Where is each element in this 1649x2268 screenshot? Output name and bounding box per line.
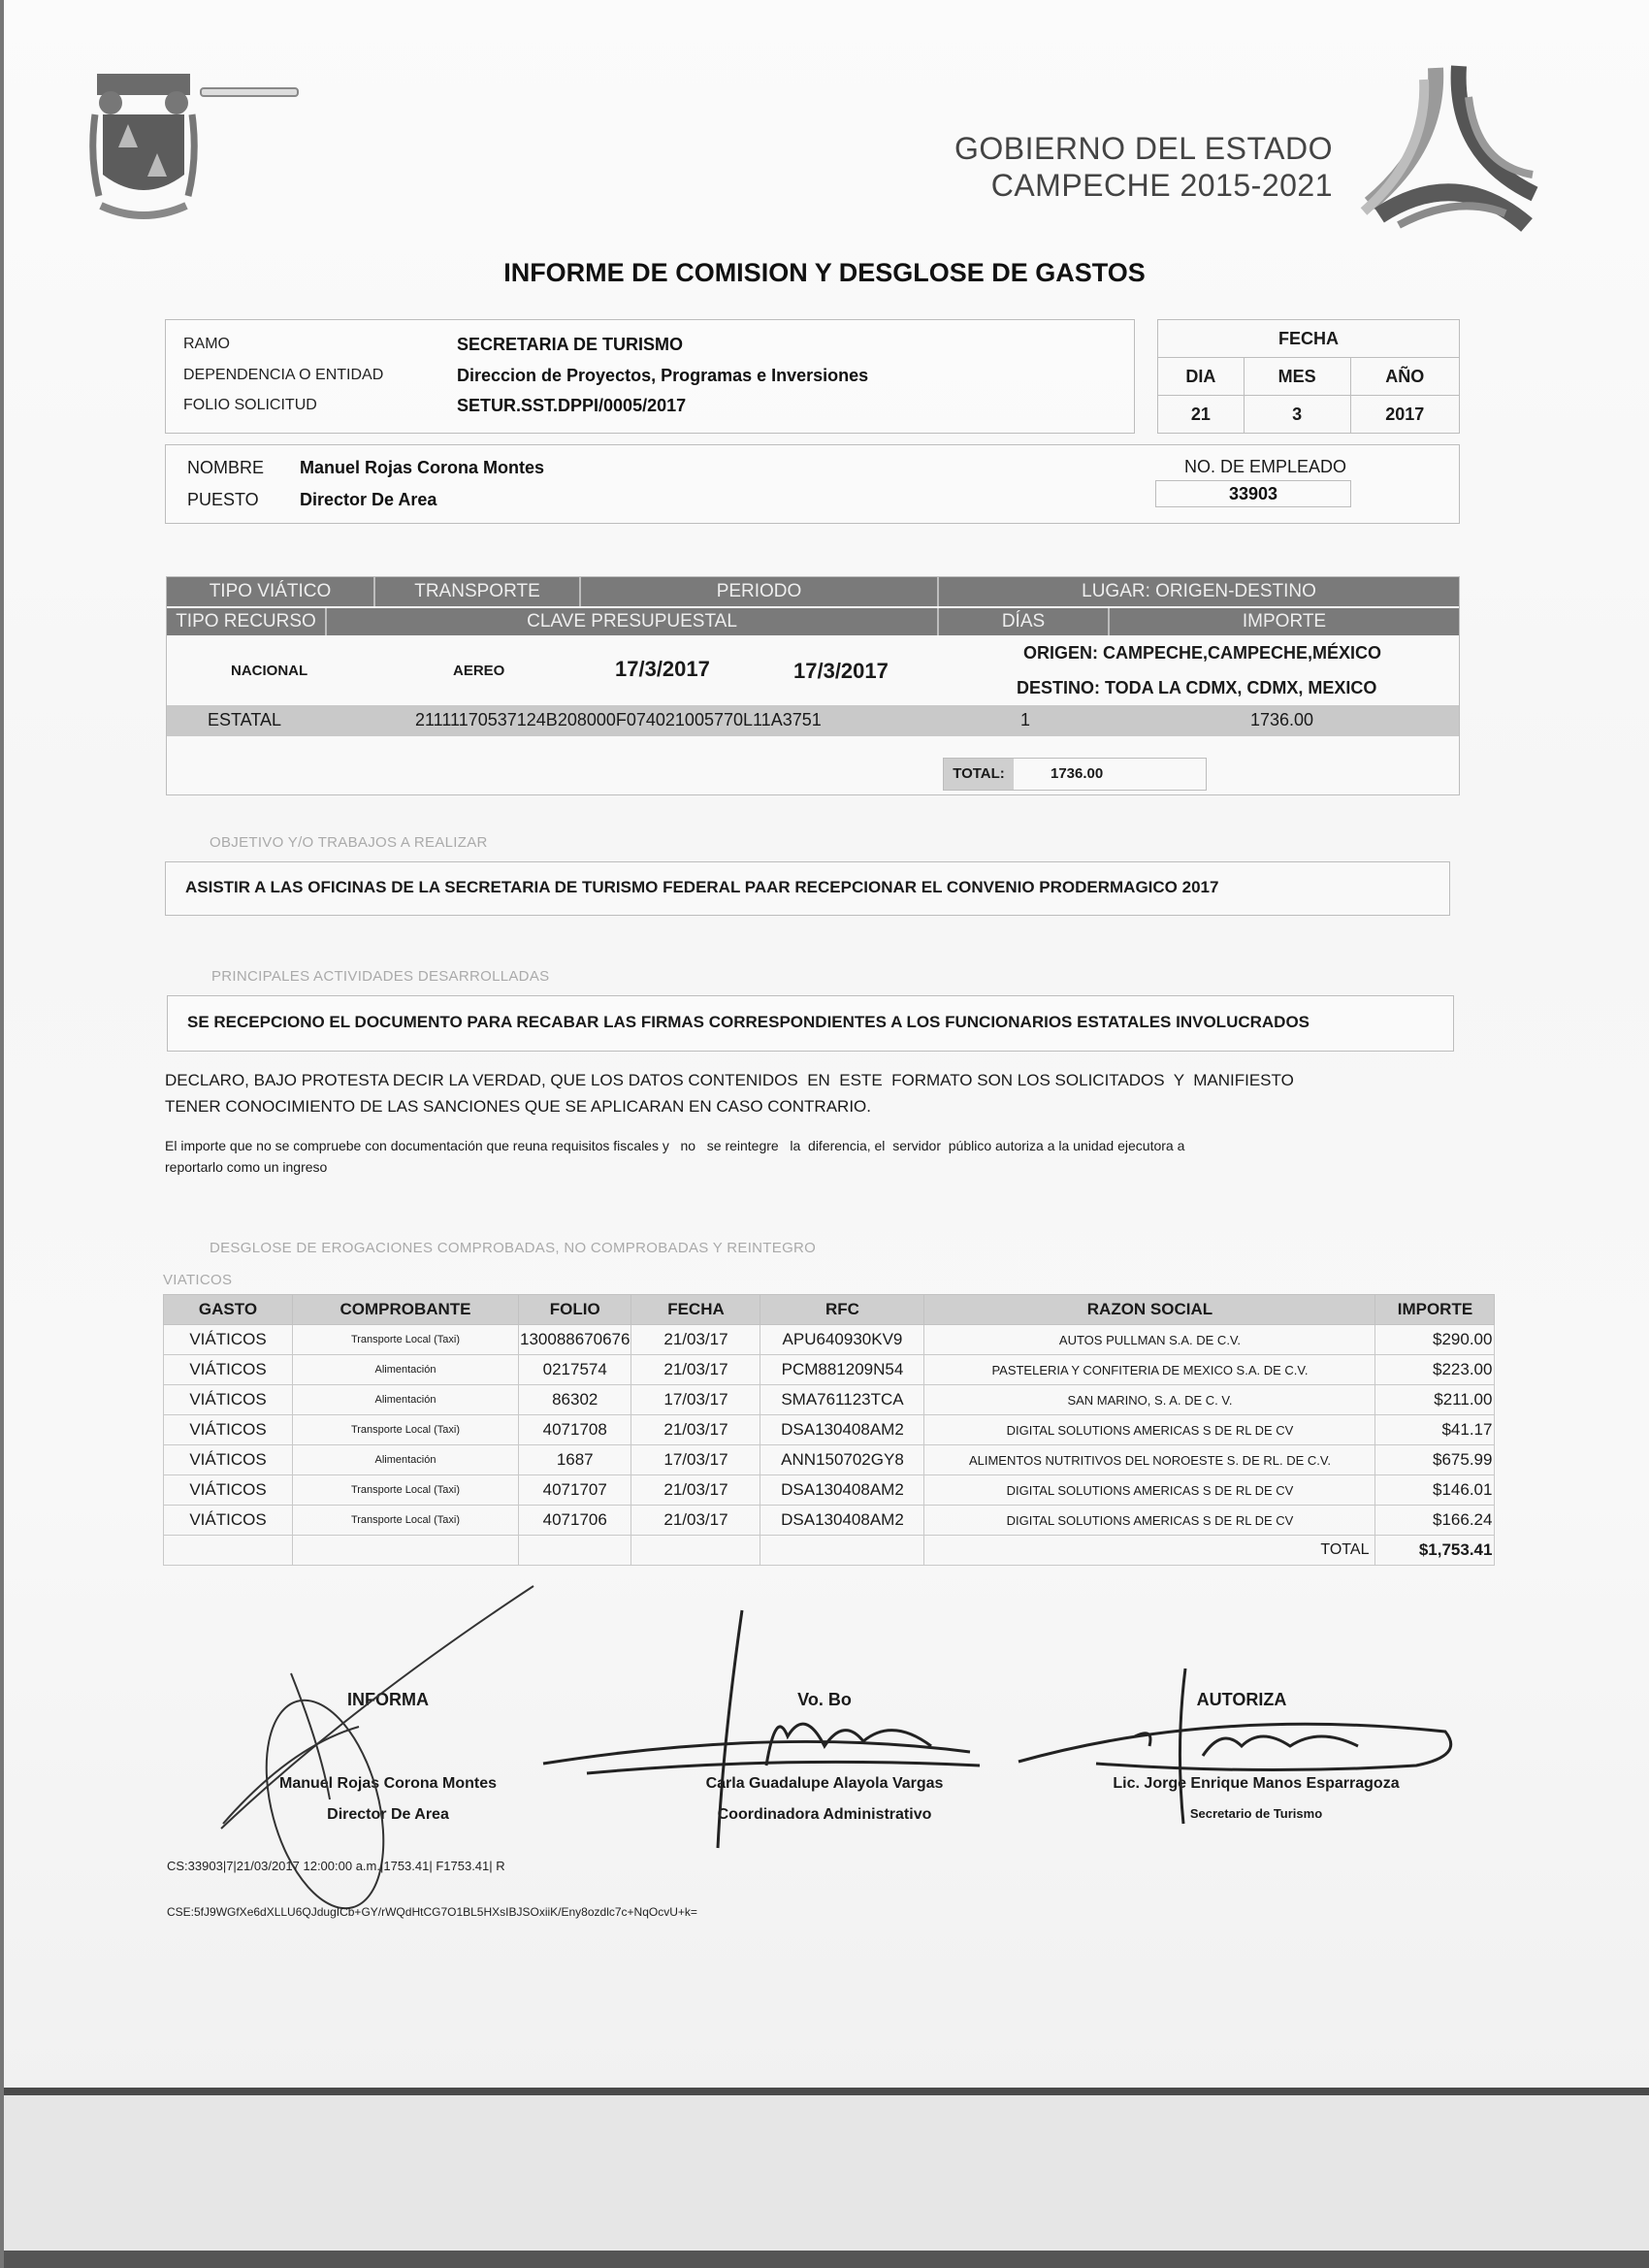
total-label: TOTAL: [944, 759, 1014, 790]
gasto: VIÁTICOS [164, 1325, 293, 1355]
fecha: 17/03/17 [631, 1385, 760, 1415]
expenses-table [163, 1294, 1495, 1566]
razon-social: PASTELERIA Y CONFITERIA DE MEXICO S.A. DE C.V. [924, 1355, 1375, 1385]
col-importe: IMPORTE [1375, 1295, 1495, 1325]
mes-value: 3 [1244, 396, 1350, 434]
importe: $211.00 [1375, 1385, 1495, 1415]
folio: 130088670676 [519, 1325, 631, 1355]
table-row [164, 1475, 1495, 1506]
gasto: VIÁTICOS [164, 1506, 293, 1536]
periodo-inicio: 17/3/2017 [615, 657, 710, 681]
comprobante: Transporte Local (Taxi) [293, 1325, 519, 1355]
gasto: VIÁTICOS [164, 1415, 293, 1445]
fecha: 21/03/17 [631, 1415, 760, 1445]
clave-presupuestal-value: 21111170537124B208000F074021005770L11A3751 [415, 710, 822, 729]
col-comprobante: COMPROBANTE [293, 1295, 519, 1325]
folio-value: SETUR.SST.DPPI/0005/2017 [457, 396, 687, 415]
folio: 1687 [519, 1445, 631, 1475]
th-periodo: PERIODO [581, 577, 939, 606]
ramo-label: RAMO [183, 336, 230, 352]
rfc: ANN150702GY8 [760, 1445, 924, 1475]
objetivo-label: OBJETIVO Y/O TRABAJOS A REALIZAR [210, 834, 488, 851]
importe: $166.24 [1375, 1506, 1495, 1536]
fecha: 21/03/17 [631, 1475, 760, 1506]
total-label: TOTAL [924, 1536, 1375, 1566]
declaracion-line-2: TENER CONOCIMIENTO DE LAS SANCIONES QUE SE APLICARAN EN CASO CONTRARIO. [165, 1097, 871, 1116]
total-value: 1736.00 [1051, 765, 1104, 782]
document-title: INFORME DE COMISION Y DESGLOSE DE GASTOS [503, 258, 1146, 287]
ramo-value: SECRETARIA DE TURISMO [457, 335, 684, 354]
fecha: 21/03/17 [631, 1355, 760, 1385]
rfc: DSA130408AM2 [760, 1506, 924, 1536]
table-row [164, 1355, 1495, 1385]
puesto-label: PUESTO [187, 490, 259, 509]
scanner-bottom-edge [0, 2251, 1649, 2268]
th-dias: DÍAS [939, 608, 1110, 635]
col-folio: FOLIO [519, 1295, 631, 1325]
scanner-left-edge [0, 0, 4, 2268]
th-transporte: TRANSPORTE [375, 577, 581, 606]
th-tipo-recurso: TIPO RECURSO [167, 608, 327, 635]
fecha: 21/03/17 [631, 1325, 760, 1355]
viatico-header-row-2 [167, 608, 1459, 635]
razon-social: DIGITAL SOLUTIONS AMERICAS S DE RL DE CV [924, 1475, 1375, 1506]
informa-name: Manuel Rojas Corona Montes [278, 1775, 498, 1792]
table-row [164, 1385, 1495, 1415]
coat-of-arms-icon [89, 60, 198, 225]
table-row [164, 1506, 1495, 1536]
col-fecha: FECHA [631, 1295, 760, 1325]
mes-label: MES [1244, 358, 1350, 396]
rfc: APU640930KV9 [760, 1325, 924, 1355]
dependencia-label: DEPENDENCIA O ENTIDAD [183, 367, 384, 383]
destino-value: DESTINO: TODA LA CDMX, CDMX, MEXICO [1017, 678, 1377, 697]
viatico-table [166, 576, 1460, 795]
informa-role: INFORMA [347, 1690, 429, 1709]
no-empleado-label: NO. DE EMPLEADO [1184, 457, 1347, 476]
razon-social: DIGITAL SOLUTIONS AMERICAS S DE RL DE CV [924, 1506, 1375, 1536]
declaracion [165, 1067, 1294, 1119]
comprobante: Transporte Local (Taxi) [293, 1415, 519, 1445]
total-box [943, 758, 1207, 791]
nota-line-2: reportarlo como un ingreso [165, 1159, 328, 1175]
table-row [164, 1445, 1495, 1475]
vobo-title: Coordinadora Administrativo [717, 1806, 932, 1823]
gasto: VIÁTICOS [164, 1445, 293, 1475]
dia-value: 21 [1158, 396, 1245, 434]
anio-label: AÑO [1350, 358, 1459, 396]
th-tipo-viatico: TIPO VIÁTICO [167, 577, 375, 606]
fecha: 21/03/17 [631, 1506, 760, 1536]
gov-line-1: GOBIERNO DEL ESTADO [954, 131, 1333, 166]
cse-code: CSE:5fJ9WGfXe6dXLLU6QJdugICb+GY/rWQdHtCG7O1BL5HXsIBJSOxiiK/Eny8ozdlc7c+NqOcvU+k= [167, 1905, 697, 1919]
total-value: $1,753.41 [1375, 1536, 1495, 1566]
dias-value: 1 [1020, 710, 1031, 729]
col-razon-social: RAZON SOCIAL [924, 1295, 1375, 1325]
col-rfc: RFC [760, 1295, 924, 1325]
autoriza-name: Lic. Jorge Enrique Manos Esparragoza [1113, 1775, 1400, 1792]
total-row [164, 1536, 1495, 1566]
viaticos-sublabel: VIATICOS [163, 1272, 233, 1288]
tipo-recurso-value: ESTATAL [208, 710, 282, 729]
fecha: 17/03/17 [631, 1445, 760, 1475]
actividades-text: SE RECEPCIONO EL DOCUMENTO PARA RECABAR LAS FIRMAS CORRESPONDIENTES A LOS FUNCIONARIOS ESTATALES INVOLUCRADOS [187, 1013, 1310, 1031]
anio-value: 2017 [1350, 396, 1459, 434]
objetivo-text: ASISTIR A LAS OFICINAS DE LA SECRETARIA DE TURISMO FEDERAL PAAR RECEPCIONAR EL CONVENIO PRODERMAGICO 2017 [185, 878, 1219, 896]
actividades-label: PRINCIPALES ACTIVIDADES DESARROLLADAS [211, 968, 550, 985]
viatico-header-row-1 [167, 577, 1459, 606]
table-row [164, 1325, 1495, 1355]
rfc: DSA130408AM2 [760, 1475, 924, 1506]
nota-line-1: El importe que no se compruebe con documentación que reuna requisitos fiscales y no se reintegre la diferencia, el servidor público autoriza a la unidad ejecutora a [165, 1138, 1185, 1153]
fecha-title: FECHA [1158, 320, 1460, 358]
origen-value: ORIGEN: CAMPECHE,CAMPECHE,MÉXICO [1023, 643, 1382, 663]
importe: $675.99 [1375, 1445, 1495, 1475]
informa-title: Director De Area [327, 1806, 449, 1823]
table-row [164, 1415, 1495, 1445]
cs-code: CS:33903|7|21/03/2017 12:00:00 a.m.|1753.41| F1753.41| R [167, 1859, 505, 1873]
th-clave: CLAVE PRESUPUESTAL [327, 608, 939, 635]
gasto: VIÁTICOS [164, 1385, 293, 1415]
desglose-label: DESGLOSE DE EROGACIONES COMPROBADAS, NO COMPROBADAS Y REINTEGRO [210, 1240, 817, 1256]
razon-social: DIGITAL SOLUTIONS AMERICAS S DE RL DE CV [924, 1415, 1375, 1445]
transporte-value: AEREO [453, 663, 505, 679]
comprobante: Transporte Local (Taxi) [293, 1475, 519, 1506]
folio: 4071708 [519, 1415, 631, 1445]
rfc: PCM881209N54 [760, 1355, 924, 1385]
page-edge [0, 2088, 1649, 2095]
comprobante: Alimentación [293, 1355, 519, 1385]
nombre-value: Manuel Rojas Corona Montes [300, 458, 545, 477]
vobo-role: Vo. Bo [797, 1690, 852, 1709]
gasto: VIÁTICOS [164, 1475, 293, 1506]
dependencia-value: Direccion de Proyectos, Programas e Inversiones [457, 366, 869, 385]
government-logo-icon [1350, 58, 1544, 243]
dia-label: DIA [1158, 358, 1245, 396]
paper-clip [200, 87, 299, 97]
actividades-box [167, 995, 1454, 1052]
comprobante: Alimentación [293, 1385, 519, 1415]
importe: $41.17 [1375, 1415, 1495, 1445]
government-title [954, 130, 1333, 204]
scanner-background [0, 2095, 1649, 2251]
nombre-label: NOMBRE [187, 458, 265, 477]
importe-value: 1736.00 [1250, 710, 1314, 729]
tipo-viatico-value: NACIONAL [231, 663, 308, 679]
gov-line-2: CAMPECHE 2015-2021 [990, 168, 1333, 203]
viatico-data-row [167, 705, 1459, 736]
razon-social: ALIMENTOS NUTRITIVOS DEL NOROESTE S. DE RL. DE C.V. [924, 1445, 1375, 1475]
puesto-value: Director De Area [300, 490, 437, 509]
objetivo-box [165, 861, 1450, 916]
comprobante: Alimentación [293, 1445, 519, 1475]
nota-reintegro [165, 1135, 1184, 1178]
expenses-header-row [164, 1295, 1495, 1325]
folio: 4071707 [519, 1475, 631, 1506]
fecha-table [1157, 319, 1460, 434]
declaracion-line-1: DECLARO, BAJO PROTESTA DECIR LA VERDAD, QUE LOS DATOS CONTENIDOS EN ESTE FORMATO SON LOS SOLICITADOS Y MANIFIESTO [165, 1071, 1294, 1089]
col-gasto: GASTO [164, 1295, 293, 1325]
periodo-fin: 17/3/2017 [793, 659, 889, 683]
razon-social: AUTOS PULLMAN S.A. DE C.V. [924, 1325, 1375, 1355]
comprobante: Transporte Local (Taxi) [293, 1506, 519, 1536]
vobo-name: Carla Guadalupe Alayola Vargas [705, 1775, 944, 1792]
folio-label: FOLIO SOLICITUD [183, 397, 317, 413]
importe: $223.00 [1375, 1355, 1495, 1385]
th-importe: IMPORTE [1242, 611, 1327, 632]
rfc: DSA130408AM2 [760, 1415, 924, 1445]
razon-social: SAN MARINO, S. A. DE C. V. [924, 1385, 1375, 1415]
employee-box [165, 444, 1460, 524]
no-empleado-value: 33903 [1155, 480, 1351, 507]
gasto: VIÁTICOS [164, 1355, 293, 1385]
info-box [165, 319, 1135, 434]
folio: 0217574 [519, 1355, 631, 1385]
importe: $146.01 [1375, 1475, 1495, 1506]
rfc: SMA761123TCA [760, 1385, 924, 1415]
folio: 4071706 [519, 1506, 631, 1536]
importe: $290.00 [1375, 1325, 1495, 1355]
folio: 86302 [519, 1385, 631, 1415]
th-lugar: LUGAR: ORIGEN-DESTINO [1082, 581, 1316, 601]
autoriza-title: Secretario de Turismo [1189, 1806, 1323, 1821]
autoriza-role: AUTORIZA [1196, 1690, 1287, 1709]
